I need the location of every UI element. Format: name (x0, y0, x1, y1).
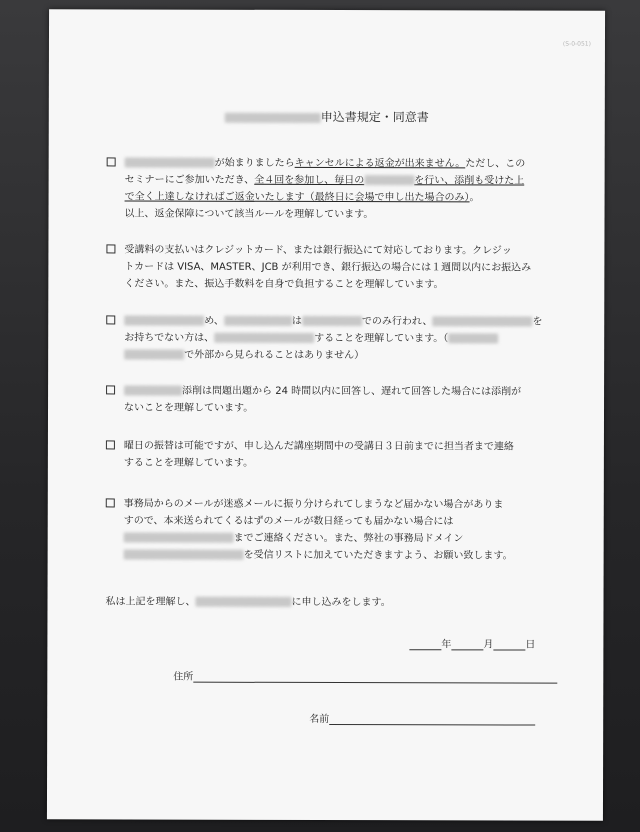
redacted-text (224, 316, 292, 326)
redacted-text (364, 175, 414, 185)
checkbox[interactable] (106, 315, 115, 324)
name-line[interactable] (329, 714, 535, 726)
checkbox[interactable] (106, 244, 115, 253)
redacted-text (124, 532, 234, 542)
consent-form-sheet (47, 9, 605, 820)
clause-payment: 受講料の支払いはクレジットカード、または銀行振込にて対応しております。クレジッ トカードは VISA、MASTER、JCB が利用でき、銀行振込の場合には１週間以内にお振込み ください。また、振込手数料を自身で負担することを理解しています。 (106, 241, 554, 293)
name-field: 名前 (309, 710, 535, 726)
redacted-text (124, 549, 244, 559)
redacted-text (448, 333, 498, 343)
date-field: 年 月 日 (409, 635, 535, 650)
redacted-text (214, 333, 314, 343)
checkbox[interactable] (107, 157, 116, 166)
checkbox[interactable] (106, 440, 115, 449)
day-line[interactable] (493, 639, 525, 650)
address-line[interactable] (193, 672, 557, 684)
redacted-text (124, 315, 204, 325)
closing-statement: 私は上記を理解し、 に申し込みをします。 (105, 596, 391, 609)
address-field: 住所 (173, 668, 557, 684)
checkbox[interactable] (106, 385, 115, 394)
redacted-text (124, 385, 182, 395)
clause-email: 事務局からのメールが迷惑メールに振り分けられてしまうなど届かない場合がありま すので、本来送られてくるはずのメールが数日経っても届かない場合には までご連絡ください。また、弊社の事務局ドメイン を受信リストに加えていただきますよう、お願い致します。 (106, 495, 554, 564)
month-line[interactable] (451, 639, 483, 650)
year-line[interactable] (409, 639, 441, 650)
redacted-text (124, 349, 184, 359)
redacted-text (225, 112, 321, 122)
clause-online: め、 は でのみ行われ、 を お持ちでない方は、 することを理解しています。（ で外部から見られることはありません） (106, 312, 554, 364)
clause-refund: が始まりましたらキャンセルによる返金が出来ません。ただし、この セミナーにご参加いただき、全４回を参加し、毎日の を行い、添削も受けた上 で全く上達しなければご返金いたします（最終日に会場で申し出た場合のみ）。 以上、返金保障について該当ルールを理解しています。 (107, 154, 555, 223)
redacted-text (302, 316, 362, 326)
document-title: 申込書規定・同意書 (49, 107, 605, 125)
clause-correction: 添削は問題出題から 24 時間以内に回答し、遅れて回答した場合には添削が ないことを理解しています。 (106, 382, 554, 417)
redacted-text (432, 316, 532, 326)
clause-reschedule: 曜日の振替は可能ですが、申し込んだ講座期間中の受講日３日前までに担当者まで連絡 することを理解しています。 (106, 437, 554, 472)
redacted-text (125, 157, 215, 167)
checkbox[interactable] (106, 498, 115, 507)
redacted-text (195, 597, 291, 607)
corner-code: (S-0-051) (562, 40, 591, 48)
